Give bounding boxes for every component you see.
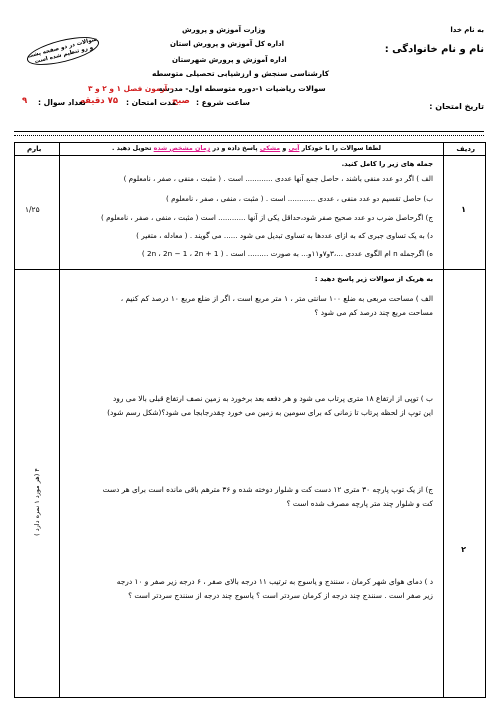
city-office: اداره آموزش و پرورش شهرستان <box>172 56 287 64</box>
basmala: به نام خدا <box>450 26 484 34</box>
exam-date-label: تاریخ امتحان : <box>429 102 484 111</box>
q1-score: ۱/۲۵ <box>25 205 40 214</box>
q2-part-b: ب ) توپی از ارتفاع ۱۸ متری پرتاب می شود و هر دفعه بعد برخورد به زمین نصف ارتفاع قبلی بالا می رود این توپ از لحظه پرتاب تا زمانی که برای سومین به زمین می خورد چقدرجابجا می شود؟(شکل رسم شود) <box>107 394 433 417</box>
q1-item-c: ج) اگرحاصل ضرب دو عدد صحیح صفر شود،حداقل یکی از آنها ............ است ( مثبت ، منفی ، صفر ، نامعلوم ) <box>101 213 433 222</box>
instructions: لطفا سوالات را با خودکار آبی و مشکی پاسخ داده و در زمان مشخص شده تحویل دهید . <box>112 145 381 152</box>
q2-part-a: الف ) مساحت مربعی به ضلع ۱۰۰ سانتی متر ، ۱ متر مربع است ، اگر از ضلع مربع ۱۰ درصد کم کنیم ، مساحت مربع چند درصد کم می شود ؟ <box>120 294 433 317</box>
questions-table <box>14 142 486 698</box>
duration-value: ۷۵ دقیقه <box>80 96 119 106</box>
exam-title: سوالات ریاضیات ۱-دوره متوسطه اول- مدرسه <box>158 84 326 93</box>
q1-number: ۱ <box>461 205 466 214</box>
exam-header <box>0 0 496 150</box>
q1-content <box>59 159 433 262</box>
exam-subtitle: – آزمون فصل ۱ و ۲ و ۳ <box>88 84 174 93</box>
header-divider <box>14 131 484 132</box>
start-time-value: صبح <box>172 96 190 106</box>
q2-number: ۲ <box>461 545 466 554</box>
question-count-label: تعداد سوال : <box>38 98 86 107</box>
col-score-header: بارم <box>27 145 42 153</box>
col-row-header: ردیف <box>456 145 475 153</box>
ministry: وزارت آموزش و پرورش <box>182 26 266 34</box>
q2-part-c: ج) از یک توپ پارچه ۳۰ متری ۱۲ دست کت و شلوار دوخته شده و ۳۶ مترهم باقی مانده است برای هر دست کت و شلوار چند متر پارچه مصرف شده است ؟ <box>102 485 433 508</box>
q2-part-d: د ) دمای هوای شهر کرمان ، سنندج و یاسوج به ترتیب ۱۱ درجه بالای صفر ، ۶ درجه زیر صفر و ۱۰ درجه زیر صفر است . سنندج چند درجه از کرمان سردتر است ؟ یاسوج چند درجه از سنندج سردتر است ؟ <box>116 577 433 600</box>
name-label: نام و نام خانوادگی : <box>384 44 484 55</box>
assessment-office: کارشناسی سنجش و ارزشیابی تحصیلی متوسطه <box>152 69 330 78</box>
start-time-label: ساعت شروع : <box>196 98 250 107</box>
q1-title: جمله های زیر را کامل کنید. <box>341 160 433 168</box>
q1-item-b: ب) حاصل تقسیم دو عدد منفی ، عددی ............ است . ( مثبت ، منفی ، صفر ، نامعلوم ) <box>166 194 433 203</box>
question-count-value: ۹ <box>22 96 28 106</box>
province-office: اداره کل آموزش و پرورش استان <box>170 40 284 48</box>
header-divider-dotted <box>14 135 484 136</box>
q1-item-d: د) به یک تساوی جبری که به ازای عددها به تساوی تبدیل می شود ...... می گویند . ( معادله ، متغیر ) <box>136 231 433 240</box>
pages-stamp: سوالات در دو صفحه پشت و رو تنظیم شده است <box>24 31 101 70</box>
q1-item-a: الف ) اگر دو عدد منفی باشند ، حاصل جمع آنها عددی ............ است . ( مثبت ، منفی ، صفر ، نامعلوم ) <box>123 174 433 183</box>
q2-score-vertical: ۴ (هر مورد ۱ نمره دارد ) <box>33 468 41 536</box>
q1-item-e: ه) اگرجمله n ام الگوی عددی ...،۳و۷و۱۱و... به صورت ......... است . ( 2n ، 2n − 1 ، 2n + 1 ) <box>141 249 433 258</box>
q2-title: به هریک از سوالات زیر پاسخ دهید : <box>314 275 433 283</box>
duration-label: مدت امتحان : <box>126 98 177 107</box>
